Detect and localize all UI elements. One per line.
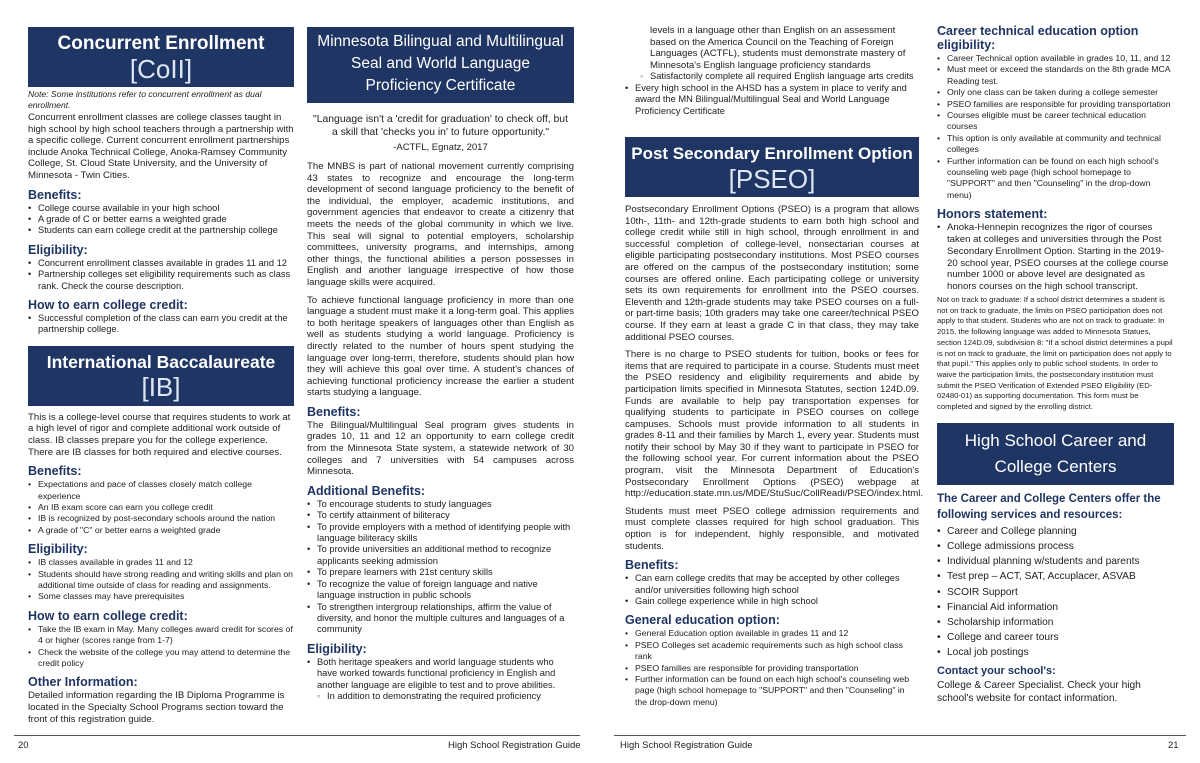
honors-list bbox=[937, 222, 1174, 293]
mnbs-paragraph-2: To achieve functional language proficiency in more than one language a student must make it a long-term goal. This applies to both heritage speakers of languages other than English as well as students studying a world language. Proficiency is directly related to the number of hours spent studying the language over long-term, therefore, students should plan how they will achieve this goal over time. A student's chances of achieving functional proficiency increase the earlier a student starts studying a language. bbox=[307, 294, 574, 399]
ib-title: International Baccalaureate bbox=[46, 351, 276, 372]
list-item: • Local job postings bbox=[937, 645, 1174, 660]
contact-heading: Contact your school's: bbox=[937, 664, 1056, 677]
list-item: • Expectations and pace of classes closely match college experience bbox=[28, 479, 294, 502]
pseo-title: Post Secondary Enrollment Option bbox=[631, 144, 913, 163]
list-item: • Career and College planning bbox=[937, 524, 1174, 539]
coii-abbr: [CoII] bbox=[129, 54, 193, 84]
pseo-benefits-heading: Benefits: bbox=[625, 558, 679, 573]
list-item: • A grade of C or better earns a weighted grade bbox=[28, 214, 294, 225]
ib-other-heading: Other Information: bbox=[28, 675, 138, 690]
list-item: • To certify attainment of biliteracy bbox=[307, 510, 574, 521]
list-item: • Students should have strong reading and writing skills and plan on additional time outside of class for reading and assignments. bbox=[28, 569, 294, 592]
coii-eligibility-heading: Eligibility: bbox=[28, 242, 88, 257]
coii-note: Note: Some institutions refer to concurrent enrollment as dual enrollment. bbox=[28, 89, 262, 110]
column-2 bbox=[307, 0, 574, 702]
mnbs-title: Minnesota Bilingual and Multilingual Seal and World Language Proficiency Certificate bbox=[317, 33, 564, 94]
right-page-number: 21 bbox=[1168, 740, 1179, 751]
list-item: • Students can earn college credit at the partnership college bbox=[28, 225, 294, 236]
mnbs-eligibility-list bbox=[307, 657, 574, 703]
mnbs-continued-text: levels in a language other than English on an assessment based on the America Council on the Teaching of Foreign Languages (ACTFL), students must demonstrate mastery of Minnesota's English language proficiency standards bbox=[650, 25, 906, 71]
list-item: ▫ In addition to demonstrating the required proficiency bbox=[317, 691, 574, 702]
footer-rule-right bbox=[614, 735, 1186, 736]
list-item: • PSEO families are responsible for providing transportation bbox=[625, 663, 919, 674]
list-item: ▫ Satisfactorily complete all required English language arts credits bbox=[640, 71, 919, 82]
ib-benefits-heading: Benefits: bbox=[28, 464, 82, 479]
coii-banner bbox=[28, 27, 294, 87]
ib-how-heading: How to earn college credit: bbox=[28, 608, 188, 623]
list-item: • Courses eligible must be career technical education courses bbox=[937, 110, 1174, 133]
mnbs-benefits-heading: Benefits: bbox=[307, 404, 361, 419]
list-item: • College admissions process bbox=[937, 539, 1174, 554]
ib-eligibility-list bbox=[28, 557, 294, 603]
ib-how-list bbox=[28, 624, 294, 670]
ib-other-text: Detailed information regarding the IB Diploma Programme is located in the Specialty School Programs section toward the front of this registration guide. bbox=[28, 690, 285, 725]
pseo-paragraph-2: There is no charge to PSEO students for tuition, books or fees for items that are required to participate in a course. Students must meet the PSEO residency and eligibility requirements and abide by participation limits specified in Minnesota Statutes, section 124D.09. Funds are available to help pay transportation expenses for qualifying students to participate in PSEO courses on college campuses. Schools must provide information to all students in grades 8-11 and their families by March 1, every year. Students must notify their school by May 30 if they want to participate in PSEO for the following school year. For current information about the PSEO program, visit the Minnesota Department of Education's Postsecondary Enrollment Options (PSEO) webpage at http://education.state.mn.us/MDE/StuSuc/CollReadi/PSEO/index.html. bbox=[625, 349, 924, 500]
pseo-benefits-list bbox=[625, 573, 919, 607]
contact-text: College & Career Specialist. Check your high school's website for contact information. bbox=[937, 679, 1141, 704]
pseo-paragraph-3: Students must meet PSEO college admission requirements and must complete classes required for high school graduation. This option is for independent, highly responsible, and motivated students. bbox=[625, 505, 919, 552]
list-item: • Career Technical option available in grades 10, 11, and 12 bbox=[937, 53, 1174, 64]
list-item: • Financial Aid information bbox=[937, 600, 1174, 615]
footer-rule-left bbox=[14, 735, 580, 736]
list-item: • To strengthen intergroup relationships, affirm the value of diversity, and honor the multiple cultures and languages of a community bbox=[307, 602, 574, 636]
cte-list bbox=[937, 53, 1174, 201]
list-item: • Can earn college credits that may be accepted by other colleges and/or universities following high school bbox=[625, 573, 919, 596]
list-item: • College and career tours bbox=[937, 630, 1174, 645]
list-item: • Gain college experience while in high school bbox=[625, 596, 919, 607]
list-item: • General Education option available in grades 11 and 12 bbox=[625, 628, 919, 639]
list-item: • Scholarship information bbox=[937, 615, 1174, 630]
coii-how-list bbox=[28, 313, 294, 336]
mnbs-additional-list bbox=[307, 499, 574, 636]
ib-abbr: [IB] bbox=[141, 371, 181, 402]
pseo-banner bbox=[625, 137, 919, 197]
pseo-paragraph-1: Postsecondary Enrollment Options (PSEO) is a program that allows 10th-, 11th- and 12th-grade students to earn both high school and college credit while still in high school, through enrollment in and successful completion of college-level, nonsectarian courses at eligible participating postsecondary institutions. Most PSEO courses are offered on the campus of the postsecondary institution; some courses are offered online. Each participating college or university sets its own requirements for enrollment into the PSEO courses. Eleventh and 12th-grade students may take PSEO courses on a full- or part-time basis; 10th graders may take one career/technical PSEO course. If they earn at least a grade C in that class, they may take additional PSEO courses. bbox=[625, 204, 919, 343]
list-item: • Individual planning w/students and parents bbox=[937, 554, 1174, 569]
column-4 bbox=[937, 0, 1174, 705]
list-item: • Further information can be found on each high school's counseling web page (high school homepage to "SUPPORT" and then "Counseling" in the drop-down menu) bbox=[937, 156, 1174, 202]
list-item: • Successful completion of the class can earn you credit at the partnership college. bbox=[28, 313, 294, 336]
list-item: • Further information can be found on each high school's counseling web page (high school homepage to "SUPPORT" and then "Counseling" in the drop-down menu) bbox=[625, 674, 919, 708]
list-item: • Anoka-Hennepin recognizes the rigor of courses taken at colleges and universities through the Post Secondary Enrollment Option. Starting in the 2019-20 school year, PSEO courses at the college course number 1000 or above level are designated as honors courses on the high school transcript. bbox=[937, 222, 1174, 293]
mnbs-benefits-text: The Bilingual/Multilingual Seal program gives students in grades 10, 11 and 12 an opportunity to earn college credit from the Minnesota State system, a statewide network of 30 colleges and 7 universities with 54 campuses across Minnesota. bbox=[307, 419, 574, 478]
list-item: • College course available in your high school bbox=[28, 203, 294, 214]
list-item: • Must meet or exceed the standards on the 8th grade MCA Reading test. bbox=[937, 64, 1174, 87]
coii-eligibility-list bbox=[28, 258, 294, 292]
column-1 bbox=[28, 0, 294, 725]
list-item: • PSEO Colleges set academic requirements such as high school class rank bbox=[625, 640, 919, 663]
list-item: • Every high school in the AHSD has a system in place to verify and award the MN Bilingual/Multilingual Seal and World Language Proficiency Certificate bbox=[625, 83, 919, 117]
cte-heading: Career technical education option eligibility: bbox=[937, 24, 1139, 52]
list-item: • Concurrent enrollment classes available in grades 11 and 12 bbox=[28, 258, 294, 269]
list-item: • An IB exam score can earn you college credit bbox=[28, 502, 294, 513]
list-item: • Some classes may have prerequisites bbox=[28, 591, 294, 602]
list-item: • SCOIR Support bbox=[937, 585, 1174, 600]
coii-benefits-list bbox=[28, 203, 294, 237]
left-footer-title: High School Registration Guide bbox=[448, 740, 581, 751]
list-item: • IB classes available in grades 11 and 12 bbox=[28, 557, 294, 568]
list-item: • To encourage students to study languages bbox=[307, 499, 574, 510]
list-item: • Both heritage speakers and world language students who have worked towards functional proficiency in English and another language are eligible to test and to prove abilities. bbox=[307, 657, 574, 691]
list-item: • Check the website of the college you may attend to determine the credit policy bbox=[28, 647, 294, 670]
list-item: • Test prep – ACT, SAT, Accuplacer, ASVAB bbox=[937, 569, 1174, 584]
left-page-number: 20 bbox=[18, 740, 29, 751]
mnbs-eligibility-heading: Eligibility: bbox=[307, 641, 367, 656]
list-item: • To provide universities an additional method to recognize applicants seeking admission bbox=[307, 544, 574, 567]
list-item: • Only one class can be taken during a college semester bbox=[937, 87, 1174, 98]
centers-banner bbox=[937, 423, 1174, 485]
not-on-track-note: Not on track to graduate: If a school district determines a student is not on track to graduate, the limits on PSEO participation does not apply to that student. Students who are not on track to graduate: In 2015, the following language was added to Minnesota Statues, section 124D.09, subdivision 8: "If a school district determines a pupil is not on track to graduate, the limit on participation does not apply to that pupil." This applies only to public school students. In order to waive the participation limits, the postsecondary institution must submit the PSEO Verification of Extended PSEO Eligibility (ED-02480-01) as supporting documentation. This form must be completed and signed by the enrolling district. bbox=[937, 295, 1173, 412]
pseo-general-heading: General education option: bbox=[625, 613, 780, 628]
centers-title: High School Career and College Centers bbox=[964, 430, 1147, 476]
list-item: • Take the IB exam in May. Many colleges award credit for scores of 4 or higher (scores range from 1-7) bbox=[28, 624, 294, 647]
column-3 bbox=[625, 0, 924, 708]
centers-list bbox=[937, 524, 1174, 661]
pseo-abbr: [PSEO] bbox=[728, 164, 816, 194]
list-item: • IB is recognized by post-secondary schools around the nation bbox=[28, 513, 294, 524]
pseo-general-list bbox=[625, 628, 919, 708]
list-item: • Partnership colleges set eligibility requirements such as class rank. Check the course description. bbox=[28, 269, 294, 292]
ib-eligibility-heading: Eligibility: bbox=[28, 542, 88, 557]
ib-banner bbox=[28, 346, 294, 406]
honors-heading: Honors statement: bbox=[937, 207, 1048, 222]
coii-title: Concurrent Enrollment bbox=[57, 33, 265, 54]
mnbs-additional-heading: Additional Benefits: bbox=[307, 483, 426, 498]
coii-intro: Concurrent enrollment classes are college classes taught in high school by high school teachers through a partnership with a specific college. Current concurrent enrollment partnerships include Anoka Technical College, Anoka-Ramsey Community College, St. Cloud State University, and the University of Minnesota - Twin Cities. bbox=[28, 112, 294, 181]
right-footer-title: High School Registration Guide bbox=[620, 740, 753, 751]
list-item: • This option is only available at community and technical colleges bbox=[937, 133, 1174, 156]
list-item: • To recognize the value of foreign language and native language instruction in public schools bbox=[307, 579, 574, 602]
list-item: • PSEO families are responsible for providing transportation bbox=[937, 99, 1174, 110]
ib-benefits-list bbox=[28, 479, 294, 536]
mnbs-continued bbox=[625, 25, 919, 117]
mnbs-paragraph-1: The MNBS is part of national movement currently comprising 43 states to recognize and encourage the long-term development of second language proficiency to the benefit of the individual, the employer, academic institutions, and government agencies that endeavor to create a citizenry that meets the needs of the global community in which we live. This seal will signal to potential employers, scholarship committees, university programs, and internships, among other things, the functional abilities a person possesses in English and another language irrespective of how those language skills were acquired. bbox=[307, 161, 574, 288]
list-item: • To prepare learners with 21st century skills bbox=[307, 567, 574, 578]
mnbs-quote: "Language isn't a 'credit for graduation' to check off, but a skill that 'checks you in' to future opportunity." bbox=[313, 114, 568, 138]
coii-how-heading: How to earn college credit: bbox=[28, 298, 188, 312]
ib-intro: This is a college-level course that requires students to work at a high level of rigor and complete additional work outside of class. IB classes prepare you for the college experience. There are IB classes for both required and elective courses. bbox=[28, 411, 291, 458]
coii-benefits-heading: Benefits: bbox=[28, 187, 82, 202]
mnbs-banner bbox=[307, 27, 574, 103]
mnbs-quote-citation: -ACTFL, Egnatz, 2017 bbox=[393, 142, 488, 153]
list-item: • A grade of "C" or better earns a weighted grade bbox=[28, 525, 294, 536]
centers-heading: The Career and College Centers offer the following services and resources: bbox=[937, 492, 1161, 521]
list-item: • To provide employers with a method of identifying people with language biliteracy skills bbox=[307, 522, 574, 545]
